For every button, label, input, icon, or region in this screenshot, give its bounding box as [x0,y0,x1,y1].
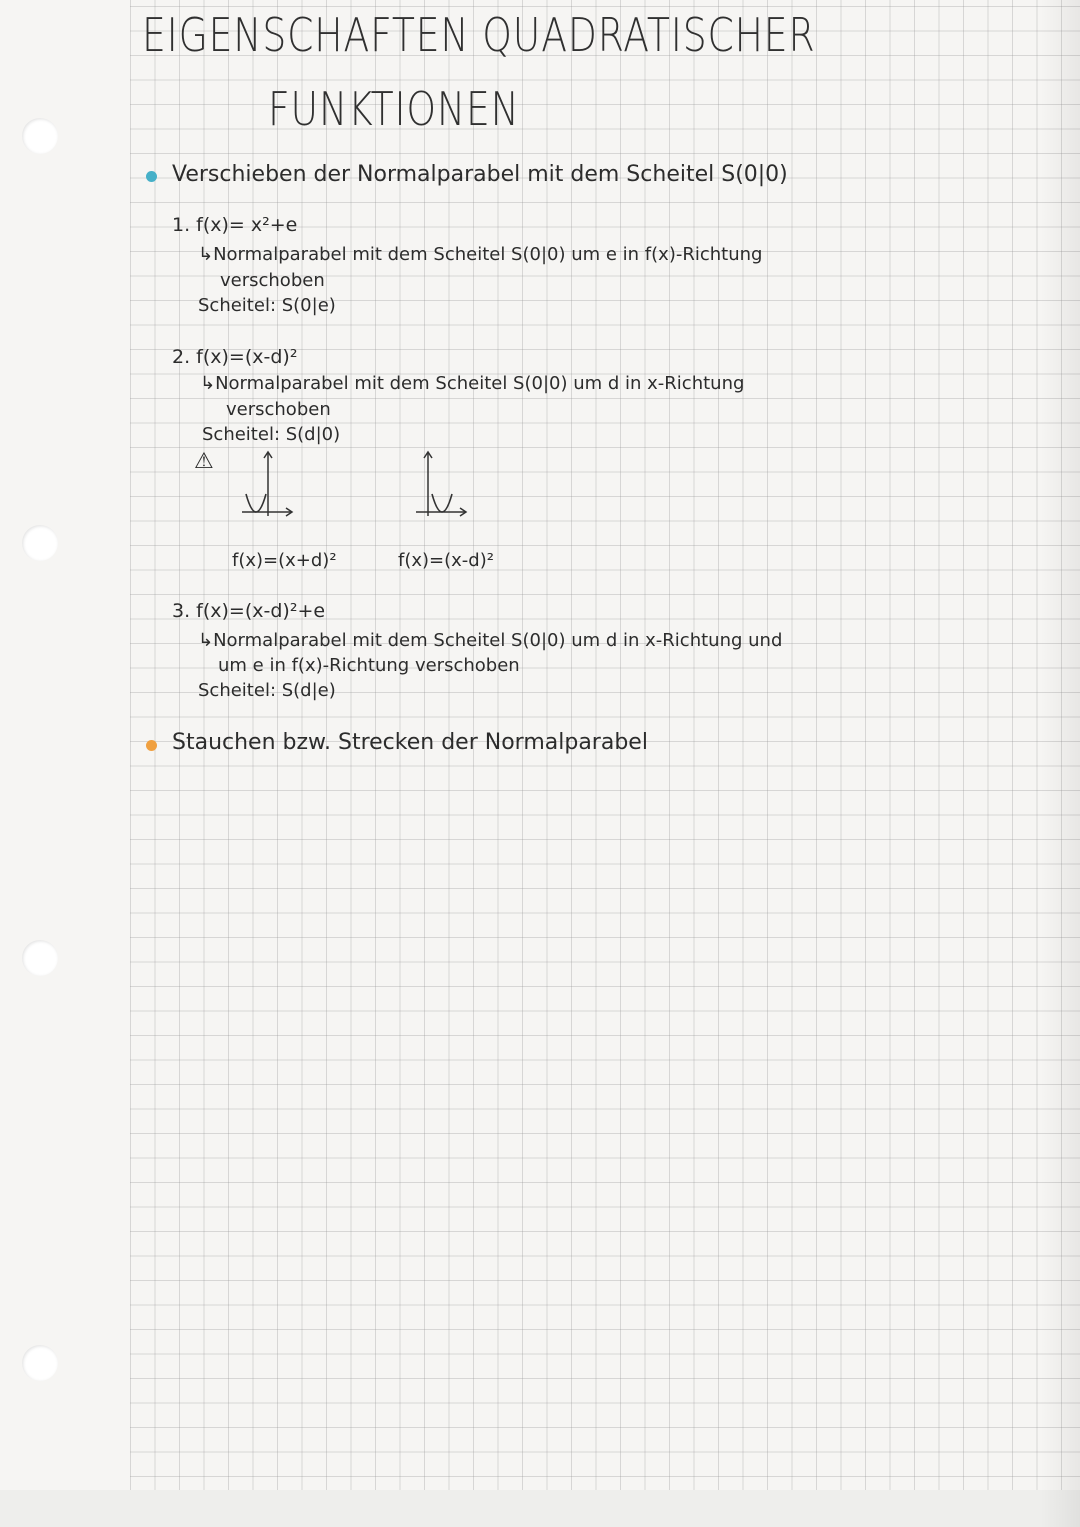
bottom-margin [0,1490,1080,1527]
section-heading-shift: Verschieben der Normalparabel mit dem Scheitel S(0|0) [172,162,788,187]
sketch-label-right: f(x)=(x-d)² [398,550,494,571]
sketch-label-left: f(x)=(x+d)² [232,550,337,571]
description-2-line2: verschoben [226,399,331,420]
sketch-parabola-right [432,494,452,512]
sketch-shift-left [238,448,298,526]
page-edge-shadow [1040,0,1080,1527]
description-1-line1: ↳Normalparabel mit dem Scheitel S(0|0) um e in f(x)-Richtung [198,244,763,265]
description-3-line1: ↳Normalparabel mit dem Scheitel S(0|0) um d in x-Richtung und [198,630,783,651]
page-title-line2: FUNKTIONEN [268,82,520,136]
formula-3: 3. f(x)=(x-d)²+e [172,600,326,622]
description-1-line2: verschoben [220,270,325,291]
punch-hole [22,1345,58,1381]
bullet-point-icon [146,171,157,182]
vertex-3: Scheitel: S(d|e) [198,680,336,701]
left-margin [0,0,130,1527]
punch-hole [22,118,58,154]
punch-hole [22,940,58,976]
bullet-point-icon [146,740,157,751]
vertex-1: Scheitel: S(0|e) [198,295,336,316]
vertex-2: Scheitel: S(d|0) [202,424,341,445]
page-title-line1: EIGENSCHAFTEN QUADRATISCHER [142,8,816,62]
description-3-line2: um e in f(x)-Richtung verschoben [218,655,520,676]
description-2-line1: ↳Normalparabel mit dem Scheitel S(0|0) um d in x-Richtung [200,373,745,394]
punch-hole [22,525,58,561]
sketch-parabola-left [246,494,266,512]
warning-icon: ⚠ [194,449,214,474]
formula-2: 2. f(x)=(x-d)² [172,346,298,368]
formula-1: 1. f(x)= x²+e [172,214,298,236]
section-heading-stretch: Stauchen bzw. Strecken der Normalparabel [172,730,648,755]
sketch-shift-right [412,448,472,526]
